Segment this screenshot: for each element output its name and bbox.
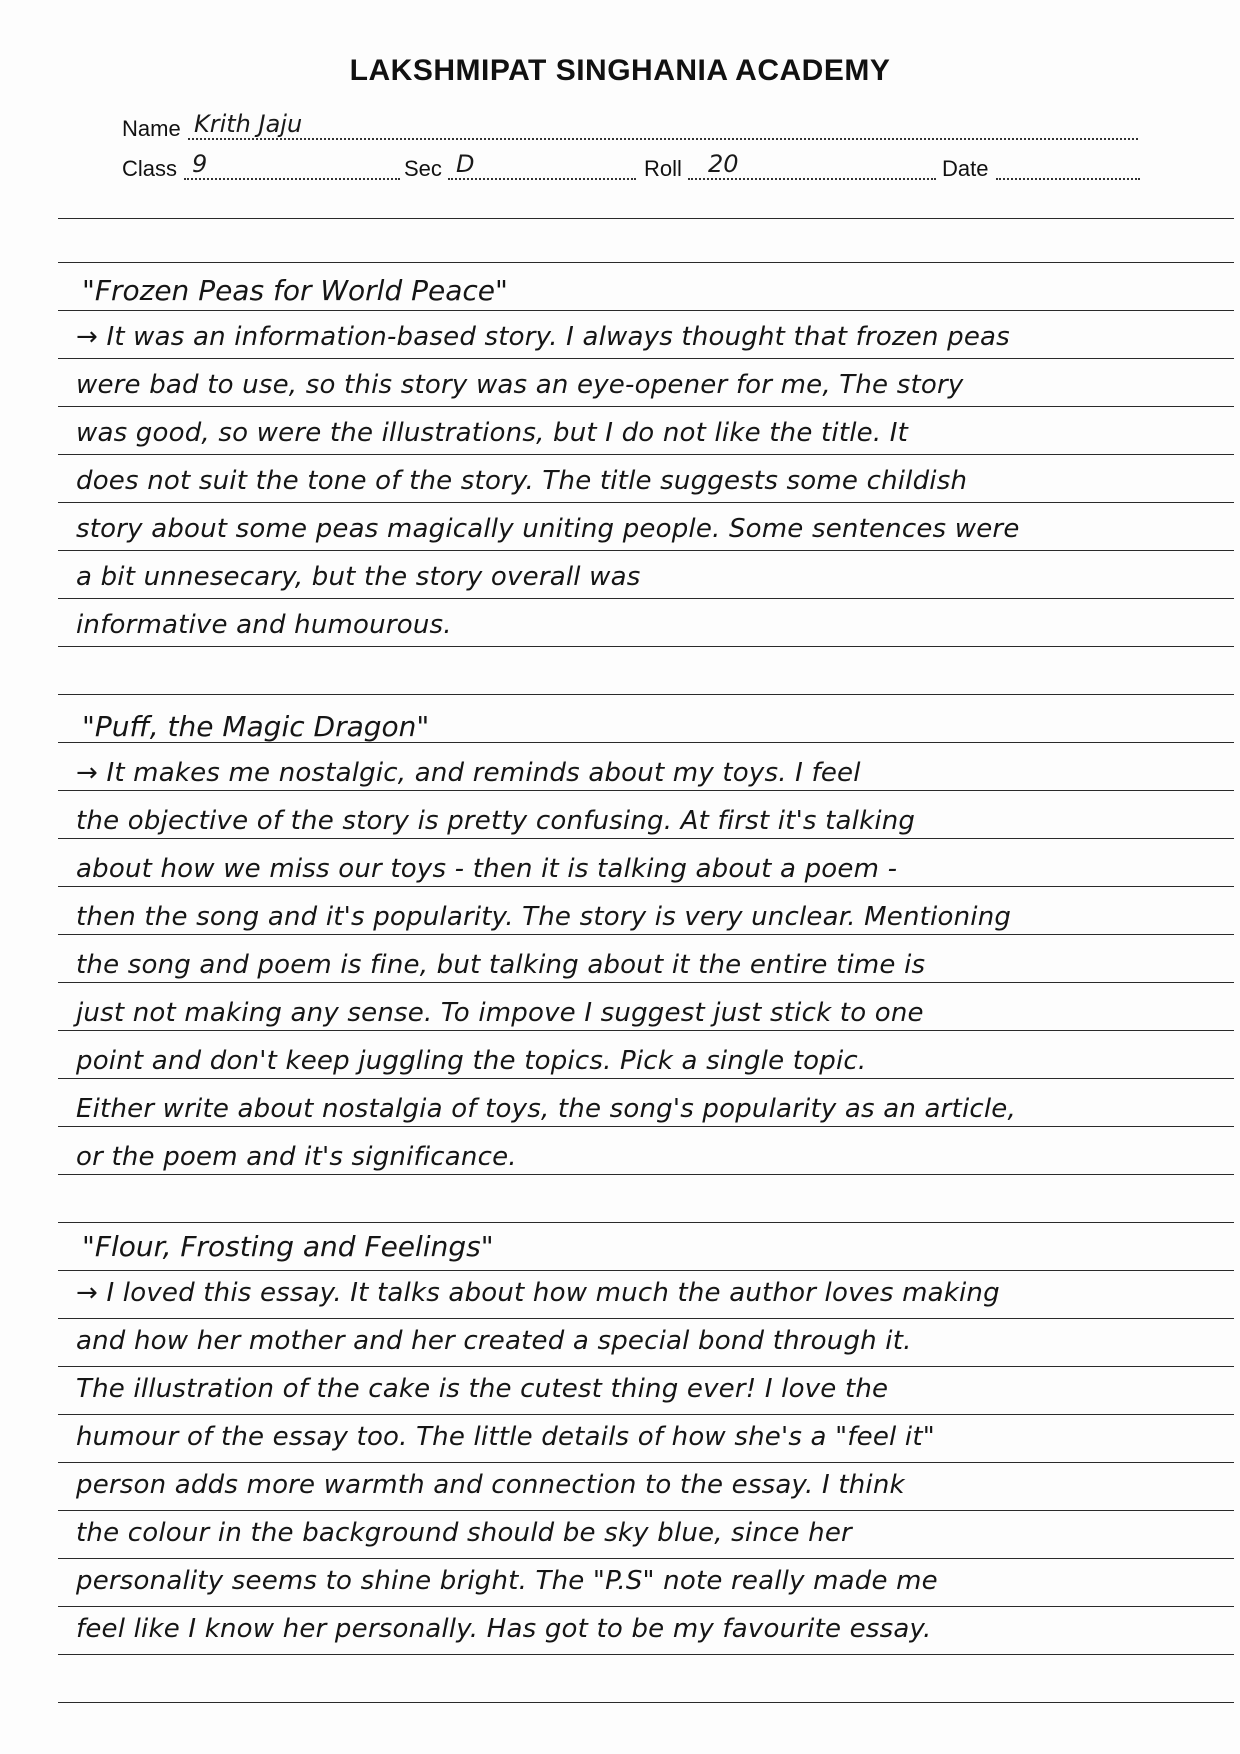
- review-line: personality seems to shine bright. The "P.S" note really made me: [76, 1566, 938, 1596]
- review-title: "Puff, the Magic Dragon": [82, 710, 430, 743]
- review-line: person adds more warmth and connection to the essay. I think: [76, 1470, 905, 1500]
- ruled-line: [58, 550, 1234, 551]
- review-line: → I loved this essay. It talks about how much the author loves making: [76, 1278, 1000, 1308]
- ruled-line: [58, 1030, 1234, 1031]
- ruled-line: [58, 1366, 1234, 1367]
- ruled-line: [58, 218, 1234, 219]
- review-line: about how we miss our toys - then it is talking about a poem -: [76, 854, 898, 884]
- roll-value: 20: [708, 150, 739, 178]
- ruled-line: [58, 1558, 1234, 1559]
- date-dots: [996, 178, 1140, 180]
- sec-dots: [448, 178, 636, 180]
- review-line: and how her mother and her created a special bond through it.: [76, 1326, 912, 1356]
- review-line: story about some peas magically uniting people. Some sentences were: [76, 514, 1020, 544]
- ruled-line: [58, 790, 1234, 791]
- review-line: feel like I know her personally. Has got to be my favourite essay.: [76, 1614, 932, 1644]
- review-title: "Flour, Frosting and Feelings": [82, 1230, 494, 1263]
- ruled-line: [58, 1606, 1234, 1607]
- ruled-line: [58, 454, 1234, 455]
- ruled-line: [58, 1462, 1234, 1463]
- class-dots: [184, 178, 400, 180]
- ruled-line: [58, 1702, 1234, 1703]
- name-label: Name: [122, 116, 181, 141]
- review-line: → It was an information-based story. I always thought that frozen peas: [76, 322, 1010, 352]
- review-line: a bit unnesecary, but the story overall was: [76, 562, 641, 592]
- review-line: Either write about nostalgia of toys, the song's popularity as an article,: [76, 1094, 1016, 1124]
- ruled-line: [58, 838, 1234, 839]
- class-label: Class: [122, 156, 178, 181]
- review-line: the colour in the background should be sky blue, since her: [76, 1518, 852, 1548]
- ruled-line: [58, 598, 1234, 599]
- review-title: "Frozen Peas for World Peace": [82, 274, 508, 307]
- school-title: LAKSHMIPAT SINGHANIA ACADEMY: [349, 54, 891, 87]
- review-line: then the song and it's popularity. The story is very unclear. Mentioning: [76, 902, 1012, 932]
- ruled-line: [58, 262, 1234, 263]
- ruled-line: [58, 1414, 1234, 1415]
- review-line: → It makes me nostalgic, and reminds about my toys. I feel: [76, 758, 861, 788]
- review-line: just not making any sense. To impove I suggest just stick to one: [76, 998, 924, 1028]
- ruled-line: [58, 310, 1234, 311]
- name-row: [122, 112, 1140, 146]
- review-line: The illustration of the cake is the cutest thing ever! I love the: [76, 1374, 889, 1404]
- review-line: informative and humourous.: [76, 610, 452, 640]
- ruled-line: [58, 934, 1234, 935]
- review-line: does not suit the tone of the story. The title suggests some childish: [76, 466, 968, 496]
- name-dots: [188, 138, 1138, 140]
- date-label: Date: [942, 156, 989, 181]
- sec-value: D: [456, 150, 475, 178]
- ruled-line: [58, 1126, 1234, 1127]
- sec-label: Sec: [404, 156, 442, 181]
- ruled-line: [58, 358, 1234, 359]
- ruled-line: [58, 646, 1234, 647]
- roll-label: Roll: [644, 156, 682, 181]
- ruled-line: [58, 1270, 1234, 1271]
- ruled-line: [58, 1318, 1234, 1319]
- review-line: were bad to use, so this story was an eye-opener for me, The story: [76, 370, 964, 400]
- ruled-line: [58, 1222, 1234, 1223]
- review-line: humour of the essay too. The little details of how she's a "feel it": [76, 1422, 935, 1452]
- class-value: 9: [192, 150, 208, 178]
- review-line: the song and poem is fine, but talking about it the entire time is: [76, 950, 926, 980]
- ruled-line: [58, 1078, 1234, 1079]
- ruled-line: [58, 694, 1234, 695]
- ruled-line: [58, 406, 1234, 407]
- ruled-line: [58, 1510, 1234, 1511]
- roll-dots: [688, 178, 936, 180]
- class-row: [122, 152, 1140, 186]
- ruled-line: [58, 1174, 1234, 1175]
- ruled-line: [58, 502, 1234, 503]
- review-line: the objective of the story is pretty confusing. At first it's talking: [76, 806, 916, 836]
- review-line: was good, so were the illustrations, but I do not like the title. It: [76, 418, 909, 448]
- ruled-line: [58, 1654, 1234, 1655]
- review-line: point and don't keep juggling the topics. Pick a single topic.: [76, 1046, 867, 1076]
- review-line: or the poem and it's significance.: [76, 1142, 517, 1172]
- name-value: Krith Jaju: [194, 110, 303, 138]
- ruled-line: [58, 886, 1234, 887]
- ruled-line: [58, 982, 1234, 983]
